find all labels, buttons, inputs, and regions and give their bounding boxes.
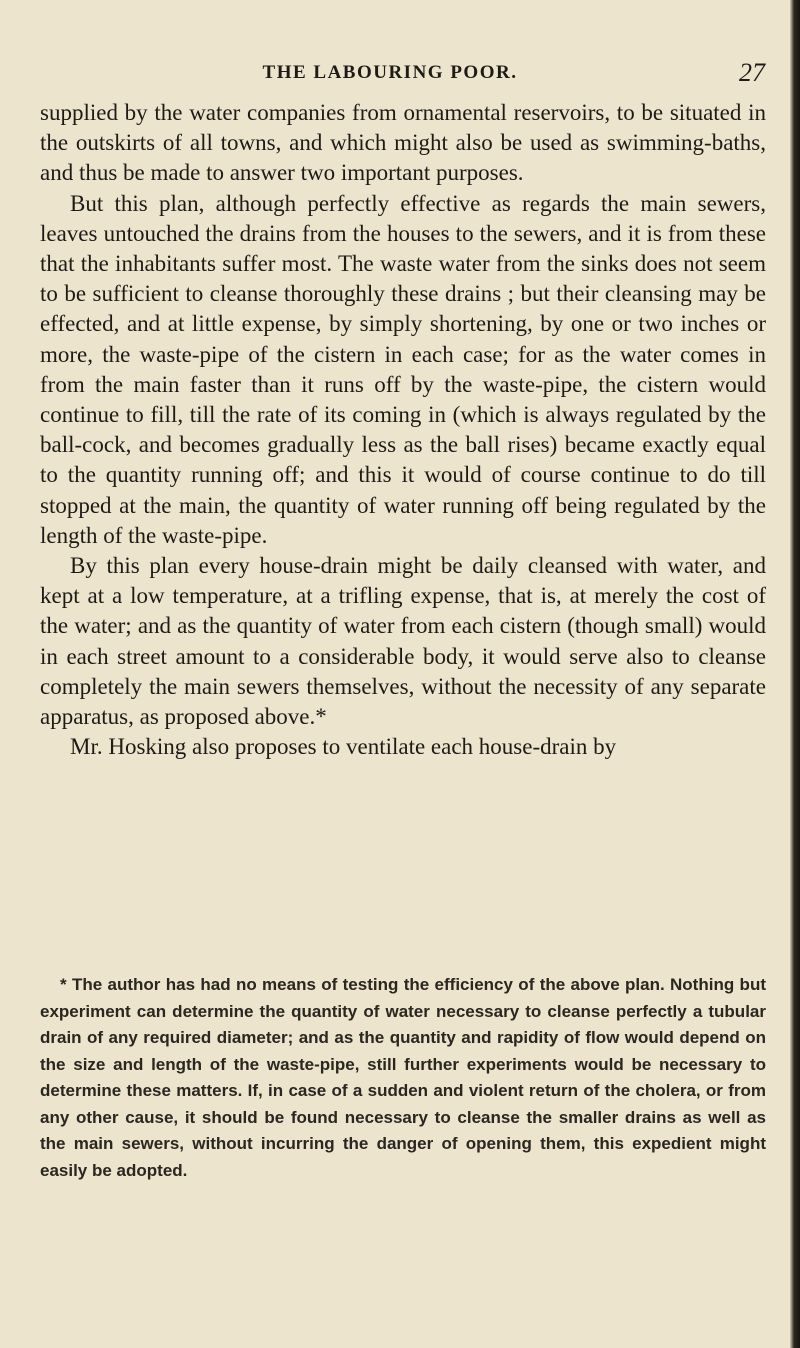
page-number: 27 — [739, 58, 765, 87]
page-header — [40, 58, 765, 92]
paragraph-continued: supplied by the water companies from ornamental reservoirs, to be situated in the outskirts of all towns, and which might also be used as swimming-baths, and thus be made to answer two important purposes. — [40, 100, 766, 186]
page-edge — [790, 0, 800, 1348]
footnote-text: * The author has had no means of testing the efficiency of the above plan. Nothing but experiment can determine the quantity of water necessary to cleanse perfectly a tubular drain of any required diameter; and as the quantity and rapidity of flow would depend on the size and length of the waste-pipe, still further experiments would be necessary to determine these matters. If, in case of a sudden and violent return of the cholera, or from any other cause, it should be found necessary to cleanse the smaller drains as well as the main sewers, without incurring the danger of opening them, this expedient might easily be adopted. — [40, 975, 766, 1180]
footnote — [40, 972, 766, 1184]
running-head: THE LABOURING POOR. — [262, 62, 518, 83]
paragraph: Mr. Hosking also proposes to ventilate each house-drain by — [70, 734, 617, 760]
paragraph: But this plan, although perfectly effective as regards the main sewers, leaves untouched the drains from the houses to the sewers, and it is from these that the inhabitants suffer most. The waste water from the sinks does not seem to be sufficient to cleanse thoroughly these drains ; but their cleansing may be effected, and at little expense, by simply shortening, by one or two inches or more, the waste-pipe of the cistern in each case; for as the water comes in from the main faster than it runs off by the waste-pipe, the cistern would continue to fill, till the rate of its coming in (which is always regulated by the ball-cock, and becomes gradually less as the ball rises) became exactly equal to the quantity running off; and this it would of course continue to do till stopped at the main, the quantity of water running off being regulated by the length of the waste-pipe. — [40, 190, 766, 548]
paragraph: By this plan every house-drain might be daily cleansed with water, and kept at a low temperature, at a trifling expense, that is, at merely the cost of the water; and as the quantity of water from each cistern (though small) would in each street amount to a considerable body, it would serve also to cleanse completely the main sewers themselves, without the necessity of any separate apparatus, as proposed above.* — [40, 553, 766, 730]
body-text — [40, 98, 766, 762]
